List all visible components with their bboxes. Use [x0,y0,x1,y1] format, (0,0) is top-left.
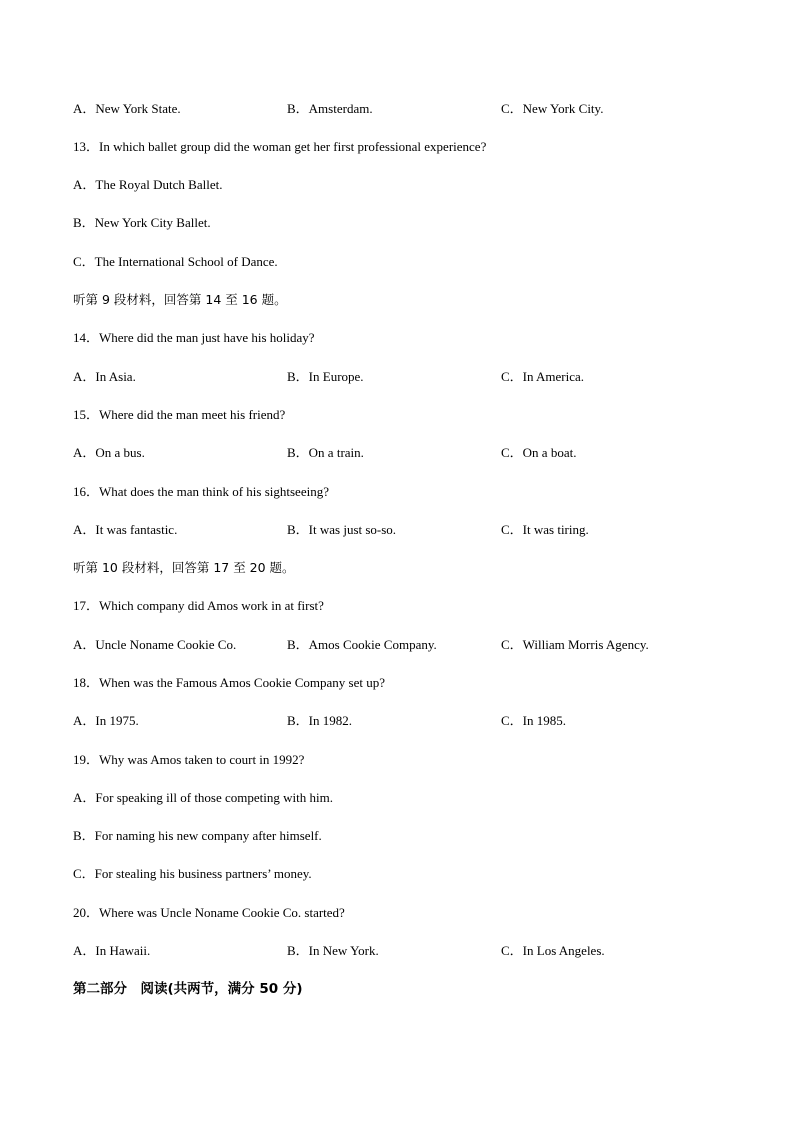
q13-question: 13．In which ballet group did the woman get her first professional experience? [73,139,487,154]
q14-option-c: C．In America. [501,369,585,384]
q19-question: 19．Why was Amos taken to court in 1992? [73,752,305,767]
q18-option-b: B．In 1982. [287,713,353,728]
q16-option-c: C．It was tiring. [501,522,589,537]
q16-option-b: B．It was just so-so. [287,522,397,537]
q20-option-a: A．In Hawaii. [73,943,151,958]
q12-option-c: C．New York City. [501,101,604,116]
q13-option-c: C．The International School of Dance. [73,254,278,269]
q14-option-b: B．In Europe. [287,369,364,384]
section-heading-reading: 第二部分 阅读(共两节，满分 50 分) [73,981,303,997]
q13-option-a: A．The Royal Dutch Ballet. [73,177,223,192]
q17-option-b: B．Amos Cookie Company. [287,637,437,652]
q17-option-c: C．William Morris Agency. [501,637,649,652]
instruction-passage-9: 听第 9 段材料，回答第 14 至 16 题。 [73,292,287,307]
instruction-passage-10: 听第 10 段材料，回答第 17 至 20 题。 [73,560,295,575]
q12-option-b: B．Amsterdam. [287,101,373,116]
q16-option-a: A．It was fantastic. [73,522,178,537]
q15-option-a: A．On a bus. [73,445,145,460]
q17-option-a: A．Uncle Noname Cookie Co. [73,637,237,652]
q18-option-c: C．In 1985. [501,713,567,728]
q14-option-a: A．In Asia. [73,369,136,384]
q19-option-b: B．For naming his new company after himself. [73,828,322,843]
q13-option-b: B．New York City Ballet. [73,215,211,230]
q19-option-a: A．For speaking ill of those competing with him. [73,790,333,805]
q12-option-a: A．New York State. [73,101,181,116]
q18-option-a: A．In 1975. [73,713,139,728]
q20-option-b: B．In New York. [287,943,379,958]
q17-question: 17．Which company did Amos work in at first? [73,598,324,613]
q15-option-c: C．On a boat. [501,445,577,460]
q20-question: 20．Where was Uncle Noname Cookie Co. started? [73,905,345,920]
q20-option-c: C．In Los Angeles. [501,943,605,958]
q18-question: 18．When was the Famous Amos Cookie Company set up? [73,675,385,690]
q15-question: 15．Where did the man meet his friend? [73,407,286,422]
q14-question: 14．Where did the man just have his holiday? [73,330,315,345]
q15-option-b: B．On a train. [287,445,364,460]
q16-question: 16．What does the man think of his sightseeing? [73,484,329,499]
q19-option-c: C．For stealing his business partners’ money. [73,866,312,881]
